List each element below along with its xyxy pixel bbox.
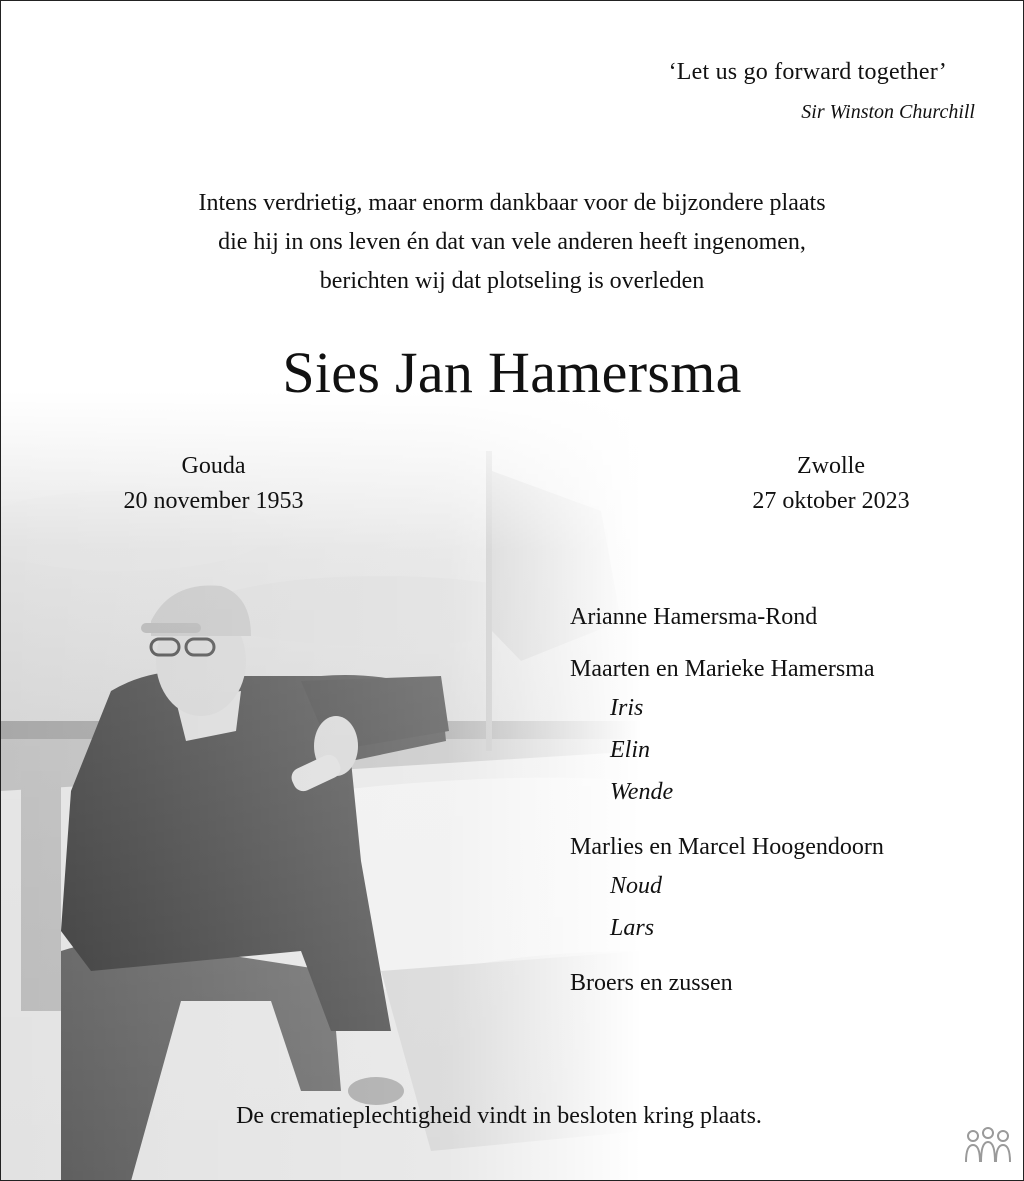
grandchild: Wende (610, 779, 674, 805)
quote-author: Sir Winston Churchill (801, 101, 975, 123)
grandchild: Noud (610, 873, 663, 899)
closing-text: De crematieplechtigheid vindt in besloten kring plaats. (236, 1103, 762, 1129)
grandchild: Elin (610, 737, 650, 763)
birth-info (91, 449, 336, 519)
intro-line: berichten wij dat plotseling is overleden (319, 268, 705, 294)
grandchild: Iris (610, 695, 644, 721)
family-spouse: Arianne Hamersma-Rond (570, 604, 818, 630)
intro-line: Intens verdrietig, maar enorm dankbaar voor de bijzondere plaats (198, 190, 826, 216)
birth-place: Gouda (181, 453, 246, 479)
intro-line: die hij in ons leven én dat van vele anderen heeft ingenomen, (218, 229, 806, 255)
people-group-icon (963, 1126, 1013, 1166)
death-info (716, 449, 946, 519)
death-date: 27 oktober 2023 (752, 488, 910, 514)
death-place: Zwolle (797, 453, 865, 479)
family-siblings: Broers en zussen (570, 970, 733, 996)
birth-date: 20 november 1953 (123, 488, 304, 514)
family-child: Maarten en Marieke Hamersma (570, 656, 875, 682)
family-child: Marlies en Marcel Hoogendoorn (570, 834, 884, 860)
grandchild: Lars (610, 915, 655, 941)
family-list (570, 599, 884, 1001)
quote-text: ‘Let us go forward together’ (668, 59, 947, 85)
deceased-name: Sies Jan Hamersma (282, 340, 742, 405)
intro-text (1, 184, 1023, 301)
